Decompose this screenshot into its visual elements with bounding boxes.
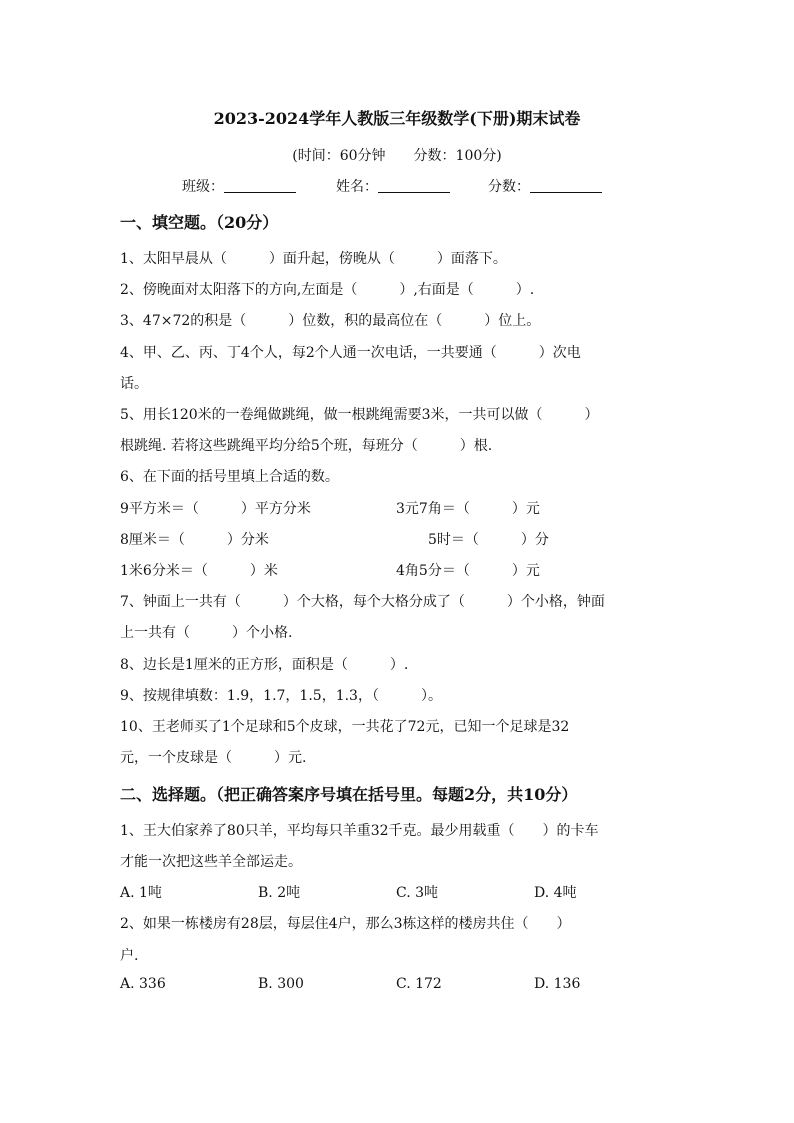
q2-line-2: 户.: [120, 948, 139, 964]
s1-line-12: 9、按规律填数：1.9，1.7，1.5，1.3，（ ）。: [120, 688, 442, 704]
name-label: 姓名：: [336, 179, 378, 195]
section2-heading: 二、选择题。（把正确答案序号填在括号里。每题2分，共10分）: [120, 785, 578, 804]
q1-option-a[interactable]: A. 1吨: [120, 885, 162, 901]
conversion-left-3: 1米6分米＝（ ）米: [120, 563, 278, 579]
s1-line-3: 3、47×72的积是（ ）位数，积的最高位在（ ）位上。: [120, 313, 541, 329]
class-field: [182, 176, 296, 196]
class-label: 班级：: [182, 179, 224, 195]
conversion-right-3: 4角5分＝（ ）元: [396, 563, 540, 579]
exam-title: 2023-2024学年人教版三年级数学(下册)期末试卷: [213, 109, 581, 128]
q2-option-c[interactable]: C. 172: [396, 976, 442, 992]
q1-option-d[interactable]: D. 4吨: [534, 885, 577, 901]
s1-line-11: 8、边长是1厘米的正方形，面积是（ ）.: [120, 657, 409, 673]
q2-option-d[interactable]: D. 136: [534, 976, 581, 992]
conversion-left-2: 8厘米＝（ ）分米: [120, 532, 269, 548]
score-field: [488, 176, 602, 196]
s1-line-10: 上一共有（ ）个小格.: [120, 625, 293, 641]
s1-line-7: 根跳绳. 若将这些跳绳平均分给5个班，每班分（ ）根.: [120, 438, 493, 454]
name-field: [336, 176, 450, 196]
s1-line-9: 7、钟面上一共有（ ）个大格，每个大格分成了（ ）个小格，钟面: [120, 594, 605, 610]
q2-line-1: 2、如果一栋楼房有28层，每层住4户，那么3栋这样的楼房共住（ ）: [120, 916, 571, 932]
s1-line-13: 10、王老师买了1个足球和5个皮球，一共花了72元，已知一个足球是32: [120, 719, 570, 735]
q1-line-2: 才能一次把这些羊全部运走。: [120, 854, 302, 870]
s1-line-4: 4、甲、乙、丙、丁4个人，每2个人通一次电话，一共要通（ ）次电: [120, 345, 581, 361]
s1-line-6: 5、用长120米的一卷绳做跳绳，做一根跳绳需要3米，一共可以做（ ）: [120, 407, 599, 423]
s1-line-5: 话。: [120, 376, 148, 392]
q1-line-1: 1、王大伯家养了80只羊，平均每只羊重32千克。最少用载重（ ）的卡车: [120, 823, 599, 839]
conversion-left-1: 9平方米＝（ ）平方分米: [120, 501, 311, 517]
conversion-right-1: 3元7角＝（ ）元: [396, 501, 540, 517]
exam-subtitle: (时间：60分钟 分数：100分): [292, 148, 502, 164]
section1-heading: 一、填空题。（20分）: [120, 213, 279, 232]
q2-option-a[interactable]: A. 336: [120, 976, 166, 992]
s1-line-8: 6、在下面的括号里填上合适的数。: [120, 469, 339, 485]
q1-option-b[interactable]: B. 2吨: [258, 885, 301, 901]
s1-line-2: 2、傍晚面对太阳落下的方向,左面是（ ）,右面是（ ）.: [120, 282, 535, 298]
q2-option-b[interactable]: B. 300: [258, 976, 304, 992]
conversion-right-2: 5时＝（ ）分: [428, 532, 549, 548]
class-blank[interactable]: [224, 178, 296, 193]
score-label: 分数：: [488, 179, 530, 195]
s1-line-14: 元，一个皮球是（ ）元.: [120, 750, 307, 766]
name-blank[interactable]: [378, 178, 450, 193]
score-blank[interactable]: [530, 178, 602, 193]
q1-option-c[interactable]: C. 3吨: [396, 885, 439, 901]
s1-line-1: 1、太阳早晨从（ ）面升起，傍晚从（ ）面落下。: [120, 251, 507, 267]
